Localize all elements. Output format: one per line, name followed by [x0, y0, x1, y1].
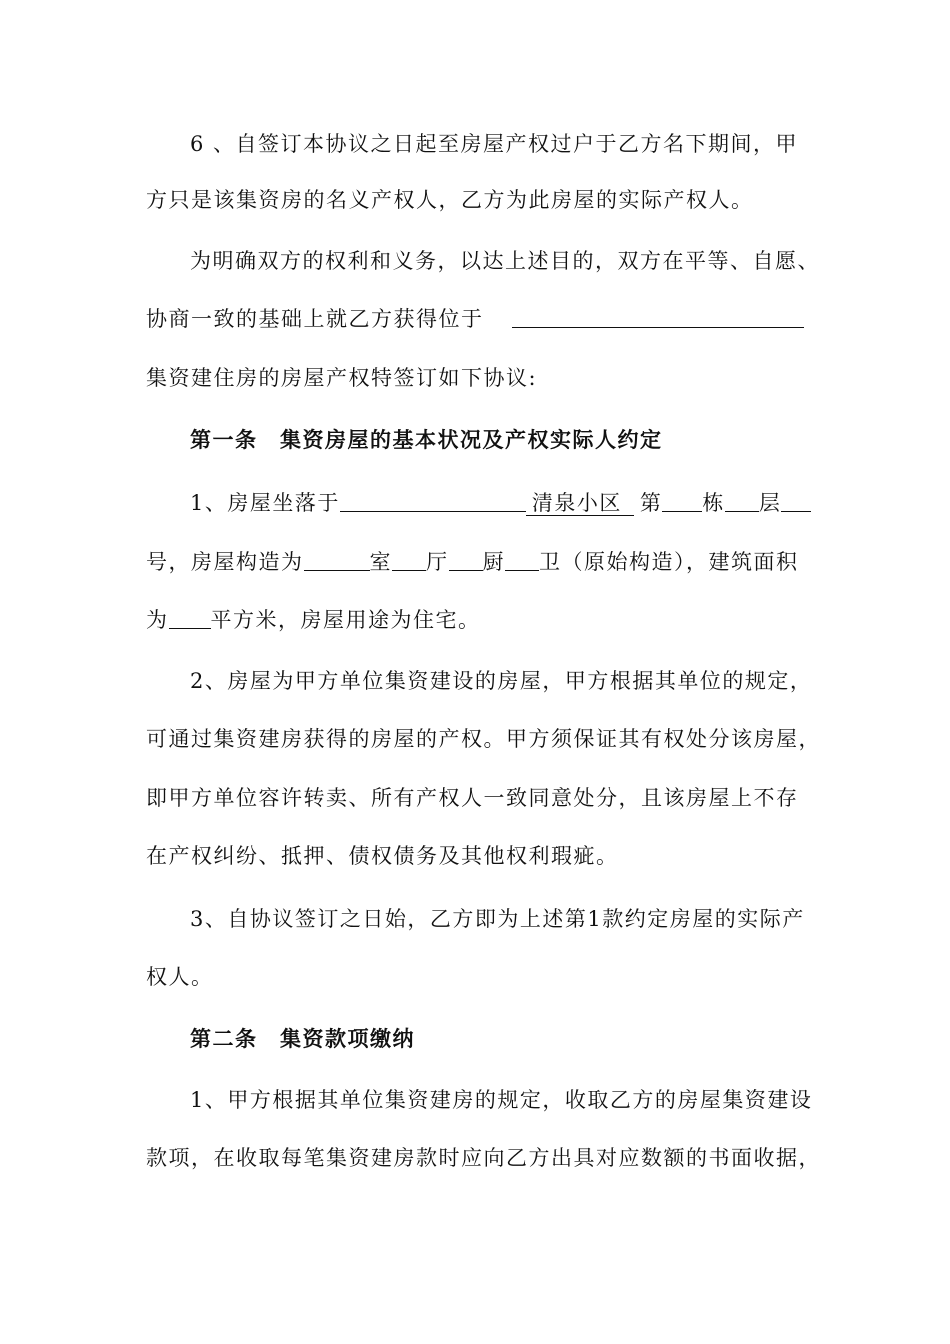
- blank-building[interactable]: [662, 489, 702, 512]
- line-text: 厅: [426, 550, 449, 574]
- line-text: 厨: [482, 550, 505, 574]
- line-text: 栋: [702, 491, 725, 515]
- section-heading-2: 第二条 集资款项缴纳: [190, 1026, 415, 1051]
- line-text: 第: [639, 491, 663, 515]
- paragraph-line: 2、房屋为甲方单位集资建设的房屋，甲方根据其单位的规定，: [190, 669, 813, 693]
- paragraph-line: 权人。: [146, 965, 214, 989]
- paragraph-line: 1、甲方根据其单位集资建房的规定，收取乙方的房屋集资建设: [190, 1088, 813, 1112]
- blank-bathrooms[interactable]: [505, 548, 539, 571]
- paragraph-line: 在产权纠纷、抵押、债权债务及其他权利瑕疵。: [146, 844, 619, 868]
- blank-kitchens[interactable]: [449, 548, 483, 571]
- paragraph-line: 可通过集资建房获得的房屋的产权。甲方须保证其有权处分该房屋，: [146, 727, 821, 751]
- blank-rooms[interactable]: [304, 548, 370, 571]
- section-heading-1: 第一条 集资房屋的基本状况及产权实际人约定: [190, 427, 663, 452]
- paragraph-line: [146, 303, 804, 333]
- community-name: 清泉小区: [526, 491, 634, 516]
- clause-1-1-line: [146, 604, 481, 634]
- blank-location[interactable]: [512, 305, 804, 328]
- blank-address[interactable]: [340, 489, 526, 512]
- paragraph-line: 款项，在收取每笔集资建房款时应向乙方出具对应数额的书面收据，: [146, 1146, 821, 1170]
- line-text: 为: [146, 608, 169, 632]
- paragraph-line: 方只是该集资房的名义产权人，乙方为此房屋的实际产权人。: [146, 188, 754, 212]
- blank-room-number[interactable]: [781, 489, 811, 512]
- line-text: 层: [758, 491, 782, 515]
- blank-halls[interactable]: [392, 548, 426, 571]
- blank-area[interactable]: [169, 606, 211, 629]
- line-text: 平方米，房屋用途为住宅。: [210, 608, 481, 632]
- line-text: 室: [369, 550, 392, 574]
- paragraph-line: 6 、自签订本协议之日起至房屋产权过户于乙方名下期间，甲: [190, 132, 799, 156]
- clause-1-1-line: [190, 487, 811, 517]
- paragraph-line: 即甲方单位容许转卖、所有产权人一致同意处分，且该房屋上不存: [146, 786, 799, 810]
- blank-floor[interactable]: [725, 489, 759, 512]
- clause-1-1-line: [146, 546, 799, 576]
- paragraph-line: 3、自协议签订之日始，乙方即为上述第1款约定房屋的实际产: [190, 907, 805, 931]
- line-text: 卫（原始构造），建筑面积: [539, 550, 799, 574]
- line-text: 号，房屋构造为: [146, 550, 304, 574]
- paragraph-line: 集资建住房的房屋产权特签订如下协议:: [146, 366, 538, 390]
- line-text: 1、房屋坐落于: [190, 491, 340, 515]
- line-text: 协商一致的基础上就乙方获得位于: [146, 307, 484, 331]
- paragraph-line: 为明确双方的权利和义务，以达上述目的，双方在平等、自愿、: [190, 249, 820, 273]
